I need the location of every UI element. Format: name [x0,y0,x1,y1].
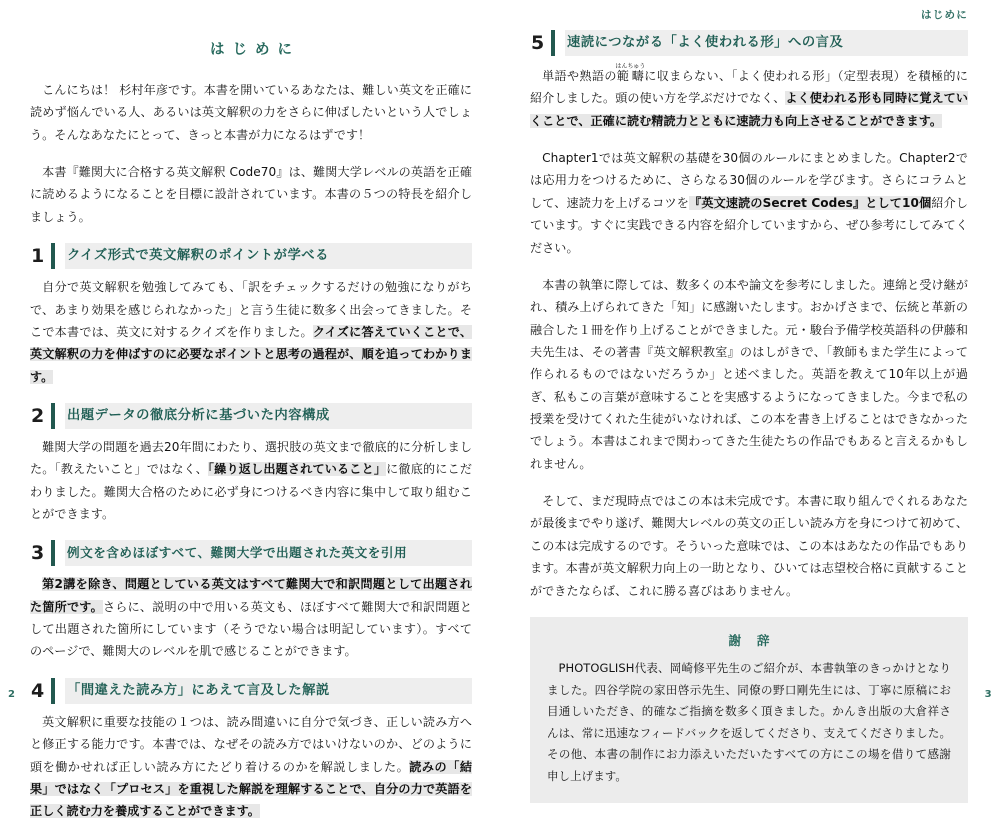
right-page [500,0,1000,783]
feature-heading-4 [30,678,472,704]
acknowledgement-box [530,617,968,803]
feature-number-5: 5 [531,32,545,54]
right-paragraph-1-post: 紹介しています。すぐに実践できる内容を紹介していますから、ぜひ参考にしてみてください。 [530,195,969,255]
feature-number-1: 1 [31,245,45,268]
ruby-base: 範疇 [615,69,646,83]
feature-heading-2 [30,403,472,429]
feature-title-3: 例文を含めほぼすべて、難関大学で出題された英文を引用 [65,540,472,566]
feature-body-1 [30,276,472,388]
feature-body-4-pre: 英文解釈に重要な技能の１つは、読み間違いに自分で気づき、正しい読み方へと修正する能力です。本書では、なぜその読み方ではいけないのか、どのように頭を働かせれば正しい読み方にたどり着けるのかを解説しました。 [30,714,472,774]
feature-body-2-pre: 難関大学の問題を過去20年間にわたり、選択肢の英文まで徹底的に分析しました。「教えたいこと」ではなく、 [30,439,472,477]
feature-title-2: 出題データの徹底分析に基づいた内容構成 [65,403,472,429]
feature-body-5 [530,63,968,132]
page-title: はじめに [210,42,300,58]
feature-body-5-pre-a: 単語や熟語の [542,69,617,83]
feature-accent-bar-5 [551,30,555,56]
feature-title-4: 「間違えた読み方」にあえて言及した解説 [65,678,472,704]
feature-body-2-post: に徹底的にこだわりました。難関大合格のために必ず身につけるべき内容に集中して取り組むことができます。 [30,462,472,522]
feature-body-1-pre: 自分で英文解釈を勉強してみても、「訳をチェックするだけの勉強になりがちで、あまり効果を感じられなかった」と言う生徒に数多く出会ってきました。そこで本書では、英文に対するクイズを作りました。 [30,280,472,339]
feature-accent-bar-1 [51,243,55,269]
right-paragraph-1 [530,147,968,259]
feature-body-5-pre-b: に収まらない、「よく使われる形」（定型表現）を積極的に紹介しました。頭の使い方を学ぶだけでなく、 [530,69,968,106]
intro-paragraph-1: こんにちは！ 杉村年彦です。本書を開いているあなたは、難しい英文を正確に読めず悩んでいる人、あるいは英文解釈の力をさらに伸ばしたいという人でしょう。そんなあなたにとって、きっと本書が力になるはずです！ [30,83,472,142]
left-page [0,0,500,819]
feature-body-3-post: さらに、説明の中で用いる英文も、ほぼすべて難関大で和訳問題として出題された箇所にしています（そうでない場合は明記しています）。すべてのページで、難関大のレベルを肌で感じることができます。 [30,599,472,659]
ruby-hanchu [615,63,646,83]
feature-number-3: 3 [31,542,45,565]
feature-heading-5 [530,30,968,56]
right-paragraph-3: そして、まだ現時点ではこの本は未完成です。本書に取り組んでくれるあなたが最後までやり遂げ、難関大レベルの英文の正しい読み方を身につけて初めて、この本は完成するのです。そういった意味では、この本はあなたの作品でもあります。本書が英文解釈力向上の一助となり、ひいては志望校合格に貢献することができたならば、これに勝る喜びはありません。 [530,494,968,598]
feature-body-2-highlight: 「繰り返し出題されていること」 [207,462,387,477]
feature-body-4-highlight: 読みの「結果」ではなく「プロセス」を重視した解説を理解することで、自分の力で英語を正しく読む力を養成することができます。 [30,759,472,819]
feature-body-3 [30,573,472,662]
acknowledgement-body: PHOTOGLISH代表、岡崎修平先生のご紹介が、本書執筆のきっかけとなりました。四谷学院の家田啓示先生、同僚の野口剛先生には、丁寧に原稿にお目通しいただき、的確なご指摘を数多く頂きました。かんき出版の大倉祥さんは、常に迅速なフィードバックを返してくださり、支えてくださりました。その他、本書の制作にお力添えいただいたすべての方にこの場を借りて感謝申し上げます。 [547,660,951,783]
running-header: はじめに [920,9,968,21]
right-paragraph-1-pre: Chapter1では英文解釈の基礎を30個のルールにまとめました。Chapter2では応用力をつけるために、さらなる30個のルールを学びます。さらにコラムとして、速読力を上げるコツを [530,151,968,210]
feature-title-5: 速読につながる「よく使われる形」への言及 [565,30,968,56]
feature-number-2: 2 [31,404,45,427]
feature-accent-bar-4 [51,678,55,704]
acknowledgement-title: 謝 辞 [728,632,776,648]
feature-body-2 [30,436,472,525]
feature-body-3-highlight: 第2講を除き、問題としている英文はすべて難関大で和訳問題として出題された箇所です。 [30,577,472,614]
feature-accent-bar-2 [51,403,55,429]
right-paragraph-1-highlight: 『英文速読のSecret Codes』として10個 [689,195,932,210]
feature-body-1-highlight: クイズに答えていくことで、英文解釈の力を伸ばすのに必要なポイントと思考の過程が、順を追ってわかります。 [30,324,472,384]
feature-body-5-highlight: よく使われる形も同時に覚えていくことで、正確に読む精読力とともに速読力も向上させることができます。 [530,91,968,128]
feature-number-4: 4 [31,679,45,702]
folio-right: 3 [984,689,992,700]
feature-body-4 [30,711,472,823]
intro-paragraph-2: 本書『難関大に合格する英文解釈 Code70』は、難関大学レベルの英語を正確に読めるようになることを目標に設計されています。本書の５つの特長を紹介しましょう。 [30,165,472,224]
feature-heading-1 [30,243,472,269]
feature-accent-bar-3 [51,540,55,566]
right-paragraph-2: 本書の執筆に際しては、数多くの本や論文を参考にしました。連綿と受け継がれ、積み上げられてきた「知」に感謝いたします。おかげさまで、伝統と革新の融合した１冊を作り上げることができました。元・駿台予備学校英語科の伊藤和夫先生は、その著書『英文解釈教室』のはしがきで、「教師もまた学生によって作られるものではないだろうか」と述べました。英語を教えて10年以上が過ぎ、私もこの言葉が意味することを実感するようになってきました。今まで私の授業を受けてくれた生徒がいなければ、この本を書き上げることはできなかったでしょう。本書はこれまで関わってきた生徒たちの作品でもあると言えるかもしれません。 [530,277,968,471]
feature-title-1: クイズ形式で英文解釈のポイントが学べる [65,243,472,269]
feature-heading-3 [30,540,472,566]
folio-left: 2 [8,689,16,700]
ruby-furigana: はんちゅう [615,63,646,70]
